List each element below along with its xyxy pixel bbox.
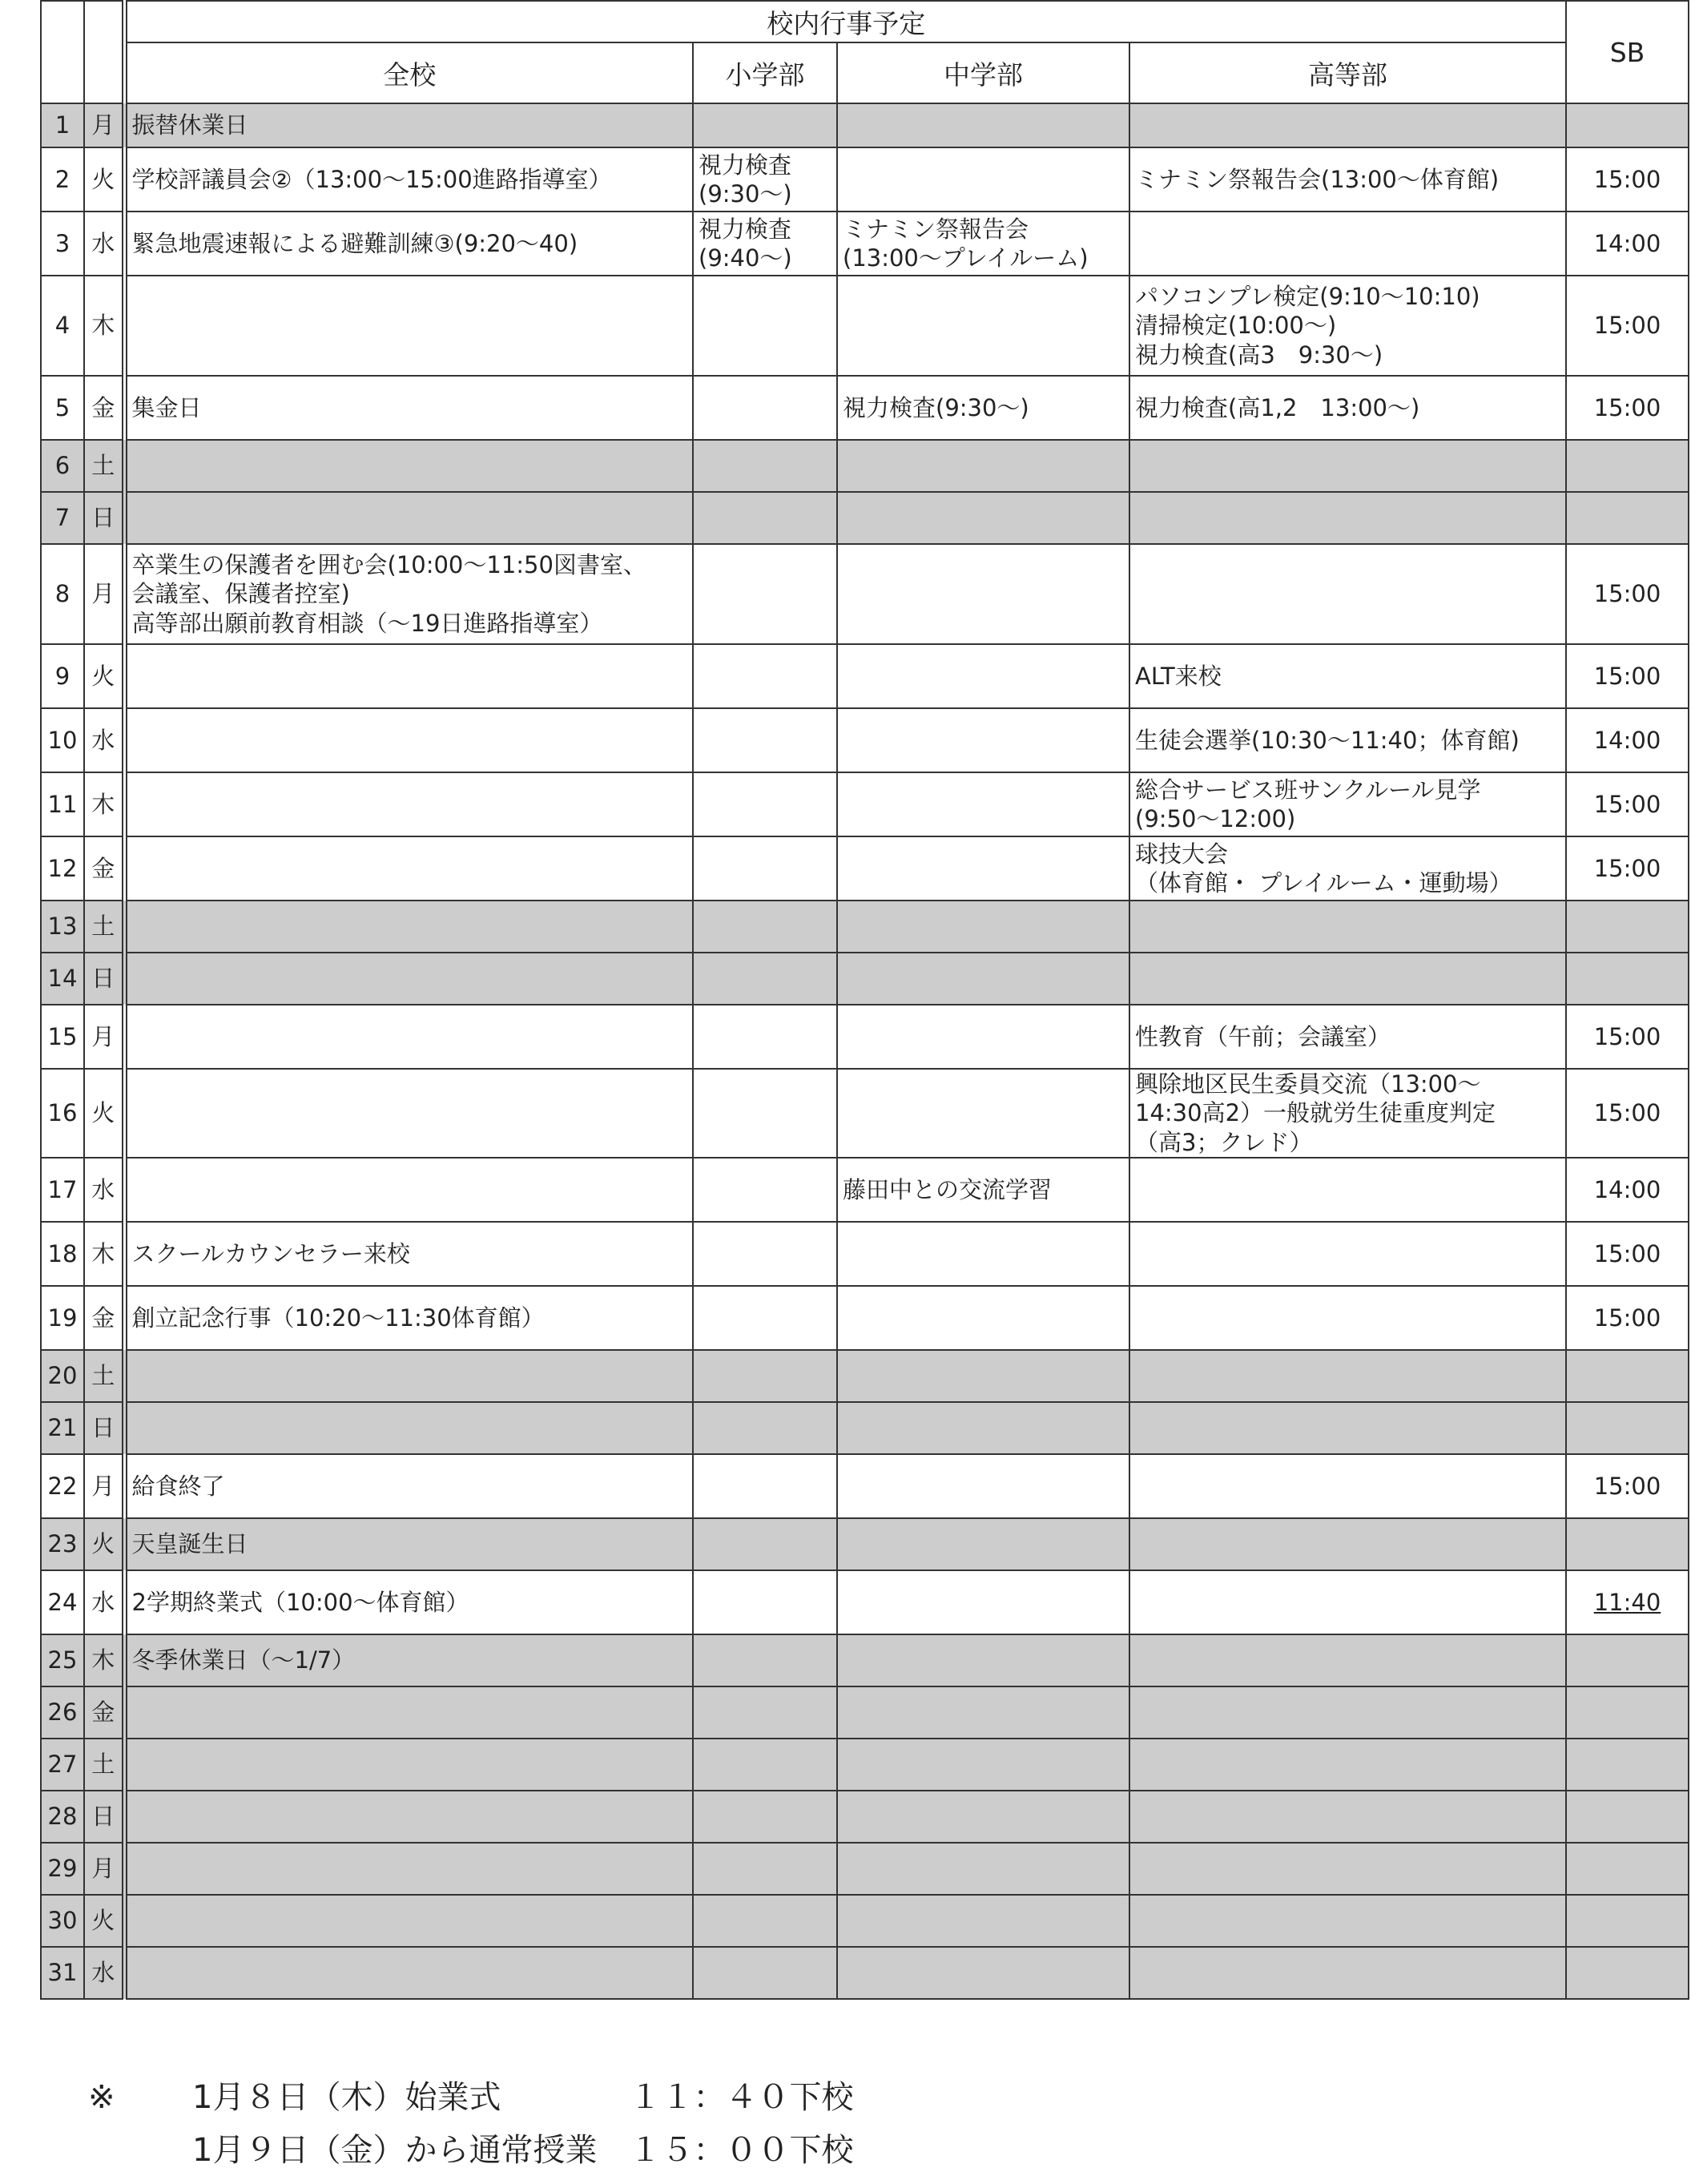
day-row — [41, 1222, 1689, 1286]
header-blank-day — [41, 1, 84, 103]
high-school-event: 生徒会選挙(10:30～11:40；体育館) — [1129, 708, 1566, 772]
junior-high-event — [837, 1686, 1129, 1739]
day-row — [41, 276, 1689, 376]
elementary-event — [693, 708, 837, 772]
sb-time — [1566, 1402, 1689, 1454]
sb-time — [1566, 1350, 1689, 1402]
elementary-event — [693, 1518, 837, 1570]
sb-time: 15:00 — [1566, 1222, 1689, 1286]
junior-high-event — [837, 1791, 1129, 1843]
header-high-school: 高等部 — [1129, 42, 1566, 103]
day-row — [41, 1286, 1689, 1350]
all-school-event — [124, 1947, 693, 1999]
elementary-event — [693, 1686, 837, 1739]
day-row — [41, 901, 1689, 953]
high-school-event — [1129, 1791, 1566, 1843]
junior-high-event — [837, 1222, 1129, 1286]
schedule-body — [41, 103, 1689, 1999]
junior-high-event — [837, 1350, 1129, 1402]
sb-time: 15:00 — [1566, 276, 1689, 376]
elementary-event — [693, 1947, 837, 1999]
day-row — [41, 440, 1689, 492]
sb-time — [1566, 1518, 1689, 1570]
header-blank-weekday — [84, 1, 124, 103]
day-row — [41, 147, 1689, 212]
day-number: 6 — [41, 440, 84, 492]
day-row — [41, 212, 1689, 276]
sb-time — [1566, 901, 1689, 953]
sb-time — [1566, 953, 1689, 1005]
high-school-event: 性教育（午前；会議室） — [1129, 1005, 1566, 1069]
weekday: 土 — [84, 440, 124, 492]
junior-high-event — [837, 544, 1129, 644]
elementary-event — [693, 1791, 837, 1843]
high-school-event — [1129, 1454, 1566, 1518]
elementary-event: 視力検査 (9:30～) — [693, 147, 837, 212]
sb-time: 15:00 — [1566, 1069, 1689, 1158]
all-school-event — [124, 1402, 693, 1454]
day-row — [41, 1739, 1689, 1791]
weekday: 火 — [84, 1069, 124, 1158]
day-number: 31 — [41, 1947, 84, 1999]
high-school-event — [1129, 1634, 1566, 1686]
sb-time: 15:00 — [1566, 1454, 1689, 1518]
day-number: 21 — [41, 1402, 84, 1454]
weekday: 土 — [84, 1350, 124, 1402]
junior-high-event — [837, 440, 1129, 492]
all-school-event — [124, 1686, 693, 1739]
weekday: 金 — [84, 1286, 124, 1350]
all-school-event — [124, 1739, 693, 1791]
all-school-event: 卒業生の保護者を囲む会(10:00～11:50図書室、 会議室、保護者控室) 高等部出願前教育相談（～19日進路指導室） — [124, 544, 693, 644]
high-school-event — [1129, 1947, 1566, 1999]
all-school-event — [124, 1843, 693, 1895]
all-school-event: 給食終了 — [124, 1454, 693, 1518]
day-number: 10 — [41, 708, 84, 772]
weekday: 土 — [84, 901, 124, 953]
elementary-event — [693, 1350, 837, 1402]
day-row — [41, 1843, 1689, 1895]
high-school-event — [1129, 1222, 1566, 1286]
sb-time: 14:00 — [1566, 708, 1689, 772]
weekday: 月 — [84, 1454, 124, 1518]
day-row — [41, 772, 1689, 836]
day-row — [41, 103, 1689, 147]
day-number: 29 — [41, 1843, 84, 1895]
day-row — [41, 1350, 1689, 1402]
junior-high-event — [837, 953, 1129, 1005]
day-number: 1 — [41, 103, 84, 147]
elementary-event — [693, 1286, 837, 1350]
all-school-event — [124, 836, 693, 901]
elementary-event — [693, 1402, 837, 1454]
sb-time: 15:00 — [1566, 147, 1689, 212]
sb-time — [1566, 1895, 1689, 1947]
junior-high-event — [837, 103, 1129, 147]
sb-time: 15:00 — [1566, 836, 1689, 901]
weekday: 金 — [84, 376, 124, 440]
sb-time — [1566, 492, 1689, 544]
weekday: 木 — [84, 276, 124, 376]
elementary-event — [693, 1222, 837, 1286]
junior-high-event — [837, 644, 1129, 708]
all-school-event — [124, 1350, 693, 1402]
weekday: 月 — [84, 1843, 124, 1895]
elementary-event — [693, 276, 837, 376]
high-school-event: ミナミン祭報告会(13:00～体育館) — [1129, 147, 1566, 212]
day-row — [41, 376, 1689, 440]
weekday: 木 — [84, 772, 124, 836]
sb-time — [1566, 1791, 1689, 1843]
junior-high-event — [837, 836, 1129, 901]
all-school-event — [124, 772, 693, 836]
day-row — [41, 1069, 1689, 1158]
sb-time: 15:00 — [1566, 376, 1689, 440]
elementary-event — [693, 1454, 837, 1518]
note-mark: ※ — [88, 2079, 115, 2116]
junior-high-event: ミナミン祭報告会 (13:00～プレイルーム) — [837, 212, 1129, 276]
sb-time: 11:40 — [1566, 1570, 1689, 1634]
day-row — [41, 1454, 1689, 1518]
weekday: 日 — [84, 953, 124, 1005]
day-number: 13 — [41, 901, 84, 953]
elementary-event — [693, 103, 837, 147]
junior-high-event — [837, 1005, 1129, 1069]
weekday: 日 — [84, 1791, 124, 1843]
elementary-event — [693, 492, 837, 544]
elementary-event — [693, 901, 837, 953]
junior-high-event — [837, 1739, 1129, 1791]
high-school-event — [1129, 1518, 1566, 1570]
sb-time: 14:00 — [1566, 1158, 1689, 1222]
junior-high-event — [837, 1069, 1129, 1158]
day-number: 11 — [41, 772, 84, 836]
day-number: 16 — [41, 1069, 84, 1158]
header-elementary: 小学部 — [693, 42, 837, 103]
day-number: 18 — [41, 1222, 84, 1286]
all-school-event — [124, 708, 693, 772]
day-number: 4 — [41, 276, 84, 376]
high-school-event — [1129, 440, 1566, 492]
sb-time: 15:00 — [1566, 644, 1689, 708]
weekday: 月 — [84, 544, 124, 644]
day-row — [41, 1570, 1689, 1634]
weekday: 木 — [84, 1634, 124, 1686]
sb-time: 15:00 — [1566, 772, 1689, 836]
elementary-event — [693, 836, 837, 901]
weekday: 金 — [84, 1686, 124, 1739]
weekday: 月 — [84, 1005, 124, 1069]
day-row — [41, 1895, 1689, 1947]
junior-high-event — [837, 1895, 1129, 1947]
high-school-event — [1129, 1570, 1566, 1634]
day-row — [41, 708, 1689, 772]
junior-high-event — [837, 1402, 1129, 1454]
elementary-event — [693, 440, 837, 492]
junior-high-event — [837, 1454, 1129, 1518]
day-number: 25 — [41, 1634, 84, 1686]
day-number: 5 — [41, 376, 84, 440]
elementary-event — [693, 953, 837, 1005]
junior-high-event — [837, 1634, 1129, 1686]
all-school-event — [124, 953, 693, 1005]
high-school-event — [1129, 953, 1566, 1005]
weekday: 月 — [84, 103, 124, 147]
junior-high-event — [837, 276, 1129, 376]
high-school-event — [1129, 492, 1566, 544]
day-number: 22 — [41, 1454, 84, 1518]
day-number: 19 — [41, 1286, 84, 1350]
elementary-event — [693, 644, 837, 708]
note-line-2: 1月９日（金）から通常授業 １５：００下校 — [192, 2132, 854, 2169]
day-number: 20 — [41, 1350, 84, 1402]
weekday: 火 — [84, 644, 124, 708]
weekday: 土 — [84, 1739, 124, 1791]
elementary-event — [693, 1634, 837, 1686]
elementary-event — [693, 544, 837, 644]
all-school-event: 2学期終業式（10:00～体育館） — [124, 1570, 693, 1634]
elementary-event — [693, 1843, 837, 1895]
day-number: 30 — [41, 1895, 84, 1947]
elementary-event: 視力検査 (9:40～) — [693, 212, 837, 276]
elementary-event — [693, 1069, 837, 1158]
day-row — [41, 544, 1689, 644]
elementary-event — [693, 772, 837, 836]
all-school-event: 緊急地震速報による避難訓練③(9:20～40) — [124, 212, 693, 276]
elementary-event — [693, 1158, 837, 1222]
day-number: 23 — [41, 1518, 84, 1570]
high-school-event — [1129, 1402, 1566, 1454]
sb-time — [1566, 1634, 1689, 1686]
day-number: 8 — [41, 544, 84, 644]
weekday: 木 — [84, 1222, 124, 1286]
elementary-event — [693, 1570, 837, 1634]
day-row — [41, 836, 1689, 901]
day-row — [41, 1518, 1689, 1570]
high-school-event — [1129, 212, 1566, 276]
high-school-event — [1129, 1158, 1566, 1222]
day-number: 14 — [41, 953, 84, 1005]
high-school-event: 視力検査(高1,2 13:00～) — [1129, 376, 1566, 440]
day-row — [41, 1005, 1689, 1069]
all-school-event — [124, 440, 693, 492]
weekday: 火 — [84, 147, 124, 212]
day-row — [41, 1402, 1689, 1454]
day-row — [41, 953, 1689, 1005]
header-all-school: 全校 — [124, 42, 693, 103]
elementary-event — [693, 1895, 837, 1947]
junior-high-event — [837, 708, 1129, 772]
junior-high-event — [837, 1843, 1129, 1895]
weekday: 水 — [84, 212, 124, 276]
day-row — [41, 1791, 1689, 1843]
header-school-events: 校内行事予定 — [124, 1, 1566, 42]
junior-high-event: 視力検査(9:30～) — [837, 376, 1129, 440]
junior-high-event — [837, 772, 1129, 836]
all-school-event — [124, 1158, 693, 1222]
all-school-event: 冬季休業日（～1/7） — [124, 1634, 693, 1686]
sb-time — [1566, 1739, 1689, 1791]
day-row — [41, 492, 1689, 544]
weekday: 火 — [84, 1518, 124, 1570]
junior-high-event — [837, 1518, 1129, 1570]
junior-high-event — [837, 492, 1129, 544]
day-number: 24 — [41, 1570, 84, 1634]
sb-time — [1566, 103, 1689, 147]
elementary-event — [693, 376, 837, 440]
high-school-event — [1129, 544, 1566, 644]
sb-time: 15:00 — [1566, 1005, 1689, 1069]
day-number: 26 — [41, 1686, 84, 1739]
sb-time: 14:00 — [1566, 212, 1689, 276]
sb-time — [1566, 1686, 1689, 1739]
junior-high-event — [837, 1286, 1129, 1350]
all-school-event — [124, 1791, 693, 1843]
sb-time — [1566, 440, 1689, 492]
sb-time — [1566, 1947, 1689, 1999]
weekday: 水 — [84, 1158, 124, 1222]
all-school-event — [124, 492, 693, 544]
note-line-1: 1月８日（木）始業式 １１：４０下校 — [192, 2079, 854, 2116]
header-junior-high: 中学部 — [837, 42, 1129, 103]
all-school-event: スクールカウンセラー来校 — [124, 1222, 693, 1286]
all-school-event: 集金日 — [124, 376, 693, 440]
day-number: 2 — [41, 147, 84, 212]
day-row — [41, 1947, 1689, 1999]
junior-high-event — [837, 901, 1129, 953]
all-school-event: 創立記念行事（10:20～11:30体育館） — [124, 1286, 693, 1350]
day-number: 17 — [41, 1158, 84, 1222]
high-school-event: ALT来校 — [1129, 644, 1566, 708]
weekday: 水 — [84, 708, 124, 772]
all-school-event — [124, 1069, 693, 1158]
elementary-event — [693, 1739, 837, 1791]
day-number: 12 — [41, 836, 84, 901]
schedule-table — [40, 0, 1689, 2000]
high-school-event — [1129, 103, 1566, 147]
day-number: 15 — [41, 1005, 84, 1069]
elementary-event — [693, 1005, 837, 1069]
weekday: 水 — [84, 1947, 124, 1999]
all-school-event — [124, 901, 693, 953]
all-school-event — [124, 1005, 693, 1069]
junior-high-event — [837, 147, 1129, 212]
day-number: 3 — [41, 212, 84, 276]
high-school-event — [1129, 1286, 1566, 1350]
all-school-event — [124, 644, 693, 708]
weekday: 日 — [84, 1402, 124, 1454]
high-school-event — [1129, 1350, 1566, 1402]
day-number: 27 — [41, 1739, 84, 1791]
high-school-event — [1129, 1843, 1566, 1895]
all-school-event — [124, 1895, 693, 1947]
weekday: 火 — [84, 1895, 124, 1947]
all-school-event — [124, 276, 693, 376]
day-row — [41, 1634, 1689, 1686]
day-row — [41, 644, 1689, 708]
all-school-event: 振替休業日 — [124, 103, 693, 147]
day-number: 28 — [41, 1791, 84, 1843]
day-number: 7 — [41, 492, 84, 544]
high-school-event: 総合サービス班サンクルール見学 (9:50～12:00) — [1129, 772, 1566, 836]
junior-high-event: 藤田中との交流学習 — [837, 1158, 1129, 1222]
sb-time — [1566, 1843, 1689, 1895]
day-row — [41, 1686, 1689, 1739]
weekday: 水 — [84, 1570, 124, 1634]
day-number: 9 — [41, 644, 84, 708]
header-sb: SB — [1566, 1, 1689, 103]
all-school-event: 天皇誕生日 — [124, 1518, 693, 1570]
high-school-event: 興除地区民生委員交流（13:00～ 14:30高2）一般就労生徒重度判定 （高3；クレド） — [1129, 1069, 1566, 1158]
day-row — [41, 1158, 1689, 1222]
high-school-event: 球技大会 （体育館・ プレイルーム・運動場） — [1129, 836, 1566, 901]
high-school-event: パソコンプレ検定(9:10～10:10) 清掃検定(10:00～) 視力検査(高3 9:30～) — [1129, 276, 1566, 376]
junior-high-event — [837, 1947, 1129, 1999]
weekday: 金 — [84, 836, 124, 901]
junior-high-event — [837, 1570, 1129, 1634]
high-school-event — [1129, 1686, 1566, 1739]
high-school-event — [1129, 901, 1566, 953]
high-school-event — [1129, 1895, 1566, 1947]
weekday: 日 — [84, 492, 124, 544]
high-school-event — [1129, 1739, 1566, 1791]
all-school-event: 学校評議員会②（13:00～15:00進路指導室） — [124, 147, 693, 212]
sb-time: 15:00 — [1566, 1286, 1689, 1350]
sb-time: 15:00 — [1566, 544, 1689, 644]
